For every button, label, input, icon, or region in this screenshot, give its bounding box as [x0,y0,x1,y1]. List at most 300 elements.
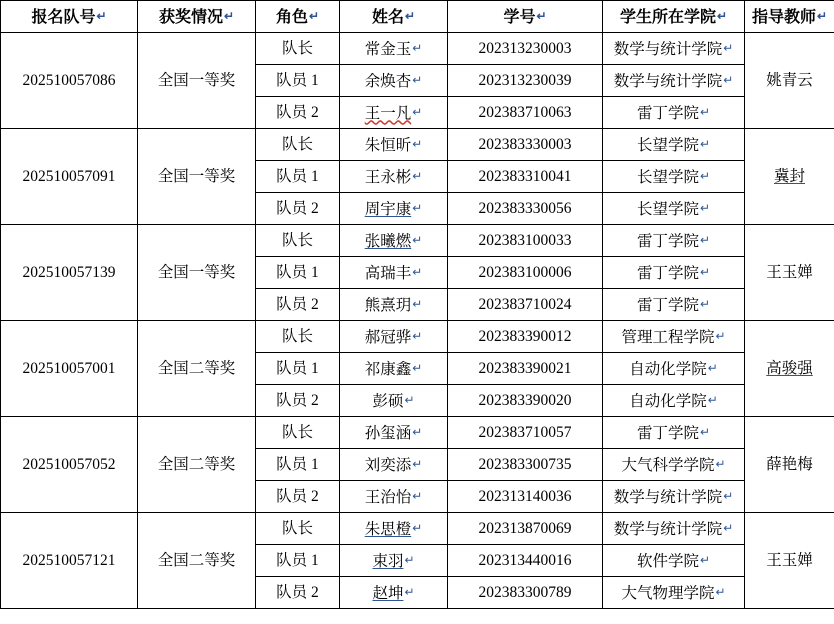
cell-value: 束羽 [372,552,404,570]
cell-text [614,515,723,544]
student-name-cell [340,385,448,417]
cell-value: 王治怡 [364,488,412,506]
cell-text [158,450,236,479]
table-header [1,1,834,33]
paragraph-mark-icon: ↵ [707,392,718,407]
paragraph-mark-icon: ↵ [699,200,711,215]
award-cell [138,33,256,129]
cell-value: 管理工程学院 [621,328,715,346]
role-cell [256,385,340,417]
student-name-cell [340,97,448,129]
cell-text [276,578,319,607]
cell-text [365,291,412,320]
cell-value: 长望学院 [636,200,699,218]
cell-value: 202510057139 [22,264,116,281]
role-cell [256,545,340,577]
table-row [1,321,834,353]
cell-value: 学号 [503,8,536,26]
cell-value: 202383710057 [478,424,572,441]
cell-text [23,450,116,479]
cell-text [637,259,699,288]
team-id-cell [1,513,138,609]
paragraph-mark-icon: ↵ [412,40,423,55]
role-cell [256,97,340,129]
column-header-3 [256,1,340,33]
role-cell [256,417,340,449]
cell-text [766,354,813,383]
cell-value: 数学与统计学院 [613,488,723,506]
cell-text [276,450,319,479]
cell-value: 孙玺涵 [364,424,412,442]
college-cell [603,33,745,65]
cell-value: 202383710024 [478,296,572,313]
column-header-6 [603,1,745,33]
student-name-cell [340,417,448,449]
paragraph-mark-icon: ↵ [699,264,711,279]
cell-value: 202313440016 [478,552,572,569]
cell-value: 202313230003 [478,40,572,57]
cell-value: 队员 2 [276,392,319,409]
table-row [1,33,834,65]
cell-value: 全国一等奖 [157,168,236,185]
cell-value: 队员 1 [276,456,319,473]
cell-text [23,258,116,287]
student-name-cell [340,65,448,97]
cell-value: 姚青云 [766,72,813,89]
cell-text [479,66,572,95]
cell-value: 刘奕添 [364,456,412,474]
student-id-cell [448,385,603,417]
student-id-cell [448,65,603,97]
paragraph-mark-icon: ↵ [404,584,415,599]
college-cell [603,417,745,449]
student-name-cell [340,449,448,481]
cell-text [637,291,699,320]
advisor-cell [745,513,834,609]
paragraph-mark-icon: ↵ [723,488,734,503]
student-name-cell [340,481,448,513]
cell-text [372,579,403,608]
cell-text [479,130,572,159]
cell-text [158,354,236,383]
paragraph-mark-icon: ↵ [404,552,415,567]
paragraph-mark-icon: ↵ [412,328,423,343]
student-name-cell [340,353,448,385]
advisor-cell [745,129,834,225]
cell-value: 202383300789 [478,584,572,601]
paragraph-mark-icon: ↵ [412,168,423,183]
paragraph-mark-icon: ↵ [715,456,726,471]
student-name-cell [340,225,448,257]
paragraph-mark-icon: ↵ [723,72,734,87]
cell-text [629,387,707,416]
advisor-cell [745,33,834,129]
cell-text [479,162,572,191]
role-cell [256,321,340,353]
cell-value: 202383390021 [478,360,572,377]
cell-value: 202383390020 [478,392,572,409]
cell-text [365,35,412,64]
cell-text [621,323,714,352]
cell-text [752,3,816,32]
student-name-cell [340,513,448,545]
cell-text [282,418,313,447]
cell-text [637,99,699,128]
cell-text [276,258,319,287]
college-cell [603,385,745,417]
cell-text [365,131,412,160]
student-id-cell [448,577,603,609]
paragraph-mark-icon: ↵ [699,136,711,151]
cell-text [365,195,412,224]
cell-value: 角色 [275,8,308,26]
cell-text [614,67,723,96]
cell-value: 雷丁学院 [636,264,699,282]
cell-text [276,66,319,95]
role-cell [256,577,340,609]
college-cell [603,353,745,385]
student-id-cell [448,289,603,321]
paragraph-mark-icon: ↵ [412,232,423,247]
paragraph-mark-icon: ↵ [699,424,711,439]
cell-value: 冀封 [773,168,805,185]
cell-text [766,258,813,287]
cell-value: 队长 [281,424,313,441]
team-id-cell [1,33,138,129]
cell-text [372,3,404,32]
cell-text [158,66,236,95]
cell-value: 队员 2 [276,104,319,121]
paragraph-mark-icon: ↵ [412,264,423,279]
student-name-cell [340,33,448,65]
paragraph-mark-icon: ↵ [412,456,423,471]
cell-value: 202383390012 [478,328,572,345]
role-cell [256,449,340,481]
cell-value: 彭硕 [372,392,404,410]
cell-text [620,3,716,32]
cell-value: 202510057091 [22,168,116,185]
table-body [1,33,834,609]
cell-value: 王永彬 [364,168,412,186]
paragraph-mark-icon: ↵ [723,40,734,55]
column-header-2 [138,1,256,33]
cell-value: 祁康鑫 [364,360,412,378]
paragraph-mark-icon: ↵ [699,552,711,567]
cell-text [614,35,723,64]
cell-text [479,194,572,223]
college-cell [603,289,745,321]
cell-text [479,386,572,415]
cell-text [637,131,699,160]
cell-text [365,227,412,256]
cell-value: 队员 1 [276,168,319,185]
cell-text [276,194,319,223]
cell-value: 朱恒昕 [364,136,412,154]
paragraph-mark-icon: ↵ [223,8,235,23]
cell-text [159,3,223,32]
cell-value: 数学与统计学院 [613,72,723,90]
cell-value: 赵坤 [372,584,404,602]
cell-value: 长望学院 [636,136,699,154]
college-cell [603,513,745,545]
cell-value: 队员 1 [276,264,319,281]
paragraph-mark-icon: ↵ [412,424,423,439]
cell-text [31,3,95,32]
cell-value: 高瑞丰 [364,264,412,282]
student-id-cell [448,129,603,161]
cell-text [158,258,236,287]
cell-text [276,546,319,575]
role-cell [256,257,340,289]
award-cell [138,129,256,225]
cell-value: 队员 1 [276,72,319,89]
cell-text [365,419,412,448]
student-name-cell [340,161,448,193]
cell-text [479,226,572,255]
cell-text [479,418,572,447]
cell-text [637,227,699,256]
cell-value: 202510057121 [22,552,116,569]
cell-value: 全国二等奖 [157,552,236,569]
cell-value: 余焕杏 [364,72,412,90]
paragraph-mark-icon: ↵ [716,8,728,23]
role-cell [256,129,340,161]
college-cell [603,193,745,225]
paragraph-mark-icon: ↵ [412,488,423,503]
cell-value: 202313230039 [478,72,572,89]
award-cell [138,417,256,513]
student-id-cell [448,97,603,129]
cell-text [365,163,412,192]
cell-text [479,450,572,479]
student-id-cell [448,161,603,193]
cell-text [23,162,116,191]
table-row [1,513,834,545]
cell-value: 获奖情况 [158,8,223,26]
cell-text [365,323,412,352]
college-cell [603,481,745,513]
student-id-cell [448,513,603,545]
cell-value: 王玉婵 [766,264,813,281]
paragraph-mark-icon: ↵ [96,8,107,23]
cell-text [503,3,535,32]
cell-value: 全国二等奖 [157,456,236,473]
paragraph-mark-icon: ↵ [536,8,547,23]
cell-value: 队长 [281,136,313,153]
student-id-cell [448,193,603,225]
column-header-4 [340,1,448,33]
cell-text [282,514,313,543]
advisor-cell [745,225,834,321]
cell-text [774,162,805,191]
paragraph-mark-icon: ↵ [404,8,416,23]
cell-value: 熊熹玥 [364,296,412,314]
role-cell [256,33,340,65]
college-cell [603,545,745,577]
student-name-cell [340,545,448,577]
paragraph-mark-icon: ↵ [404,392,415,407]
table-row [1,129,834,161]
cell-text [158,162,236,191]
cell-text [365,483,412,512]
cell-text [276,98,319,127]
cell-value: 全国一等奖 [157,264,236,281]
cell-text [23,354,116,383]
advisor-cell [745,417,834,513]
cell-value: 202313140036 [478,488,572,505]
role-cell [256,193,340,225]
cell-value: 202313870069 [478,520,572,537]
cell-value: 队长 [281,328,313,345]
cell-value: 队长 [281,232,313,249]
table-row [1,417,834,449]
cell-text [629,355,707,384]
team-id-cell [1,417,138,513]
paragraph-mark-icon: ↵ [308,8,320,23]
cell-value: 202510057052 [22,456,116,473]
cell-value: 全国一等奖 [157,72,236,89]
role-cell [256,353,340,385]
award-cell [138,321,256,417]
cell-value: 202383310041 [478,168,572,185]
cell-text [766,66,813,95]
student-name-cell [340,193,448,225]
student-name-cell [340,129,448,161]
team-id-cell [1,225,138,321]
cell-value: 雷丁学院 [636,424,699,442]
cell-value: 长望学院 [636,168,699,186]
college-cell [603,577,745,609]
team-id-cell [1,129,138,225]
paragraph-mark-icon: ↵ [715,584,726,599]
college-cell [603,65,745,97]
college-cell [603,225,745,257]
cell-text [479,98,572,127]
cell-value: 王一凡 [364,104,412,122]
cell-text [479,322,572,351]
cell-value: 队长 [281,520,313,537]
column-header-1 [1,1,138,33]
student-id-cell [448,481,603,513]
cell-text [637,163,699,192]
cell-text [282,226,313,255]
role-cell [256,161,340,193]
cell-value: 张曦燃 [364,232,412,250]
cell-value: 雷丁学院 [636,296,699,314]
cell-text [365,355,412,384]
award-cell [138,513,256,609]
cell-text [479,354,572,383]
paragraph-mark-icon: ↵ [412,104,423,119]
cell-value: 雷丁学院 [636,104,699,122]
cell-value: 202383710063 [478,104,572,121]
paragraph-mark-icon: ↵ [699,104,711,119]
cell-text [276,354,319,383]
paragraph-mark-icon: ↵ [715,328,726,343]
paragraph-mark-icon: ↵ [699,168,711,183]
cell-value: 软件学院 [636,552,699,570]
table-header-row [1,1,834,33]
cell-text [479,546,572,575]
cell-text [766,450,813,479]
cell-value: 大气物理学院 [621,584,715,602]
role-cell [256,225,340,257]
cell-value: 高骏强 [766,360,813,377]
cell-value: 薛艳梅 [766,456,813,473]
cell-text [158,546,236,575]
cell-text [23,66,116,95]
student-id-cell [448,417,603,449]
cell-value: 队员 1 [276,360,319,377]
student-id-cell [448,33,603,65]
paragraph-mark-icon: ↵ [699,232,711,247]
cell-text [479,258,572,287]
cell-value: 朱思橙 [364,520,412,538]
paragraph-mark-icon: ↵ [412,520,423,535]
cell-text [621,579,714,608]
college-cell [603,321,745,353]
student-id-cell [448,257,603,289]
cell-value: 自动化学院 [629,392,707,410]
role-cell [256,513,340,545]
cell-value: 大气科学学院 [621,456,715,474]
cell-text [372,387,403,416]
college-cell [603,257,745,289]
student-name-cell [340,321,448,353]
cell-value: 202383330056 [478,200,572,217]
cell-value: 报名队号 [31,8,96,26]
cell-text [479,578,572,607]
column-header-5 [448,1,603,33]
cell-text [621,451,714,480]
college-cell [603,161,745,193]
cell-value: 队员 2 [276,488,319,505]
paragraph-mark-icon: ↵ [707,360,718,375]
cell-value: 队长 [281,40,313,57]
cell-value: 数学与统计学院 [613,40,723,58]
cell-text [365,515,412,544]
cell-value: 常金玉 [364,40,412,58]
cell-text [276,290,319,319]
cell-value: 学生所在学院 [619,8,716,26]
college-cell [603,449,745,481]
cell-value: 郝冠骅 [364,328,412,346]
cell-text [372,547,403,576]
paragraph-mark-icon: ↵ [412,136,423,151]
column-header-7 [745,1,834,33]
cell-text [276,482,319,511]
cell-value: 全国二等奖 [157,360,236,377]
cell-value: 雷丁学院 [636,232,699,250]
student-name-cell [340,289,448,321]
student-id-cell [448,353,603,385]
paragraph-mark-icon: ↵ [816,8,828,23]
cell-text [479,34,572,63]
student-name-cell [340,577,448,609]
paragraph-mark-icon: ↵ [412,200,423,215]
cell-text [365,259,412,288]
cell-value: 队员 1 [276,552,319,569]
college-cell [603,129,745,161]
cell-value: 数学与统计学院 [613,520,723,538]
role-cell [256,65,340,97]
cell-text [637,195,699,224]
cell-value: 队员 2 [276,584,319,601]
cell-text [766,546,813,575]
paragraph-mark-icon: ↵ [412,296,423,311]
cell-text [479,514,572,543]
paragraph-mark-icon: ↵ [412,360,423,375]
